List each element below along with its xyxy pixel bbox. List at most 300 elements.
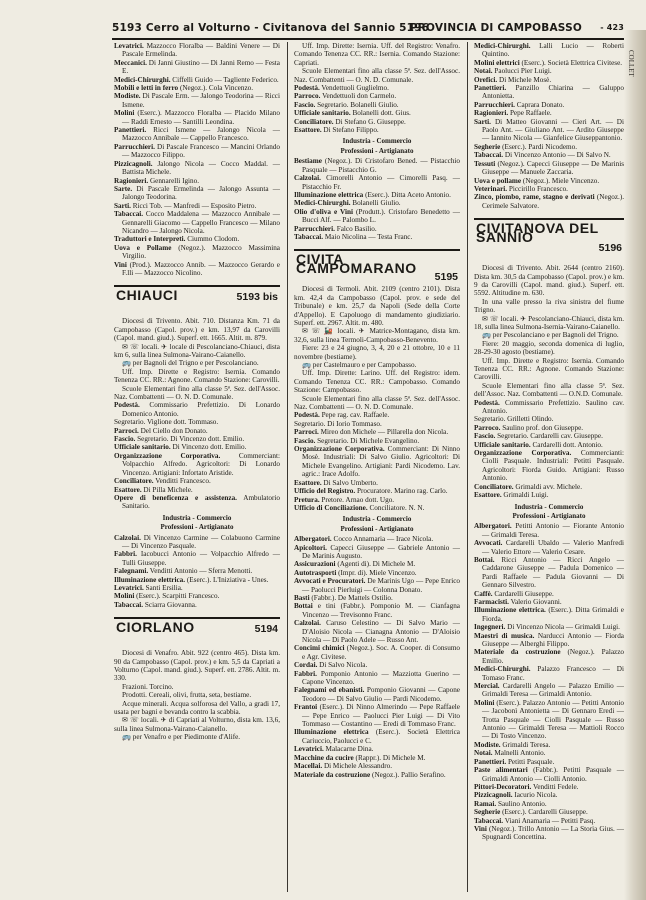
entry-text: Vendettuoli don Carmelo. [320,92,397,101]
town-number: 5194 [254,623,278,636]
directory-entry [474,59,624,67]
entry-text: Paolucci Pier Luigi. [492,67,552,76]
entry-category: Fabbri. [114,550,137,559]
entry-text: Lalli Lucio — Roberti Quintino. [482,42,624,59]
entry-category: Organizzazione Corporativa. [474,449,572,458]
directory-entry [294,191,460,199]
directory-entry [474,741,624,749]
directory-entry [114,202,280,210]
entry-text: Cardarelli Giuseppe. [492,589,554,598]
entry-text: Commerciant: Di Ninno Mosè. Industriali: Di Salvo Giulio. Agricoltori: Di Michele Evangelino. Artigiani: Pardi Nicodemo. Lav. agric.: Irace Adolfo. [302,445,460,479]
entry-text: (Eserc.). Società Elettrica Cariuccio, Paolucci e C. [302,728,460,745]
directory-entry [114,427,280,435]
entry-category: Molini [474,698,495,707]
directory-entry [294,157,460,174]
directory-entry [114,261,280,278]
entry-text: Di Salvo Umberto. [321,478,378,487]
intro-paragraph: Fiere: 20 maggio, seconda domenica di luglio, 28-29-30 agosto (bestiame). [474,339,624,357]
entry-category: Modiste. [114,92,141,101]
entry-text: Commercianti: Ciolli Pasquale. Industriali: Petitti Pasquale. Agricoltori: Fiorda Guido. Artigiani: Russo Antonio. [482,449,624,483]
entry-text: Di Pascale Francesco — Mancini Orlando — Mazzocco Filippo. [122,142,280,160]
entry-text: Cardarelli dott. Antonio. [530,440,603,449]
entry-category: Meccanici. [114,58,147,67]
entry-text: Di Stefano Filippo. [321,126,379,135]
directory-entry [294,569,460,577]
entry-category: Uova e pollame [474,176,522,185]
town-intro [294,285,460,411]
directory-entry [294,411,460,419]
entry-text: Cocco Annamaria — Irace Nicola. [331,535,434,544]
town-number: 5193 bis [236,291,278,304]
entry-category: Esattore. [114,485,142,494]
entry-category: Molini [114,109,135,118]
entry-category: Ingegneri. [474,623,506,632]
directory-entry [474,758,624,766]
intro-paragraph: 🚌 per Pescolanciano e per Bagnoli del Trigno. [482,331,619,340]
entry-category: Ragionieri. [114,176,149,185]
directory-entry [294,445,460,479]
entry-list [294,84,460,134]
entry-text: Falco Basilio. [334,224,377,233]
entry-text: Di Salvo Nicola. [317,661,368,670]
entry-text: Di Vincenzo Nicola — Grimaldi Luigi. [505,623,620,632]
entry-text: (Eserc.). L'Iniziativa - Unes. [185,575,269,584]
entry-text: (Negoz.). Di Cristofaro Bened. — Pistacchio Pasquale — Pistacchio G. [302,157,460,174]
entry-text: Iacobucci Antonio — Volpacchio Alfredo — Tulli Giuseppe. [122,550,280,567]
entry-category: Parroci. [114,426,139,435]
directory-entry [114,160,280,177]
directory-entry [474,399,624,416]
directory-entry [294,174,460,191]
entry-category: Pittori-Decoratori. [474,782,532,791]
directory-entry [294,504,460,512]
directory-entry [114,210,280,235]
entry-category: Segherie [474,808,501,817]
entry-text: Di Michele Alessandro. [322,762,393,771]
entry-text: Petitti Pasquale. [506,757,555,766]
entry-category: Frantoi [294,703,318,712]
entry-text: Procuratore. Marino rag. Carlo. [355,487,448,496]
directory-entry [114,567,280,575]
entry-text: Di Janni Giustino — Di Janni Remo — Festa E. [122,58,280,76]
directory-entry [294,109,460,117]
directory-entry [294,101,460,109]
entry-category: Tabaccai. [114,600,144,609]
entry-category: Albergatori. [474,522,512,531]
directory-entry [474,441,624,449]
entry-text: (Prod.). Mazzocco Annib. — Mazzocco Gerardo e F.lli — Mazzocco Nicolino. [122,260,280,277]
directory-entry [294,686,460,703]
entry-text: Gennarelli Igino. [148,176,200,185]
directory-entry [114,418,280,426]
entry-category: Tabaccai. [474,151,504,160]
entry-category: Ufficio di Conciliazione. [294,503,368,512]
directory-entry [114,244,280,261]
directory-entry [474,483,624,491]
entry-text: Narducci Antonio — Fiorda Giuseppe — Alberghi Filippo. [482,631,624,648]
entry-category: Autotrasporti [294,568,337,577]
directory-entry [474,160,624,177]
entry-category: Levatrici. [114,583,144,592]
entry-text: (Rappr.). Di Michele M. [353,753,426,762]
town-name: CIVITANOVA DEL SANNIO [476,220,599,245]
directory-entry [294,577,460,594]
entry-category: Paste alimentari [474,766,528,775]
entry-text: (Eserc.). Ditta Aceto Antonio. [363,190,451,199]
directory-entry [114,59,280,76]
entry-category: Ragionieri. [474,109,509,118]
town-intro [474,264,624,399]
directory-entry [294,619,460,644]
entry-text: (Eserc.). Palazzo Antonio — Petitti Antonio — Jacobonì Antonietta — Di Gennaro Eredi — Trotta Pasquale — Ciolli Pasquale — Russo Antonio — Grimaldi Teresa — Mattioli Rocco — Di Tosto Vincenzo. [482,698,624,741]
town-name: CIVITA CAMPOMARANO [296,251,417,276]
directory-entry [294,594,460,602]
entry-text: Ciummo Clodom. [185,235,240,244]
entry-category: Medici-Chirurghi. [114,75,171,84]
entry-category: Sarti. [474,117,491,126]
entry-text: Pepe Raffaele. [508,109,552,118]
entry-text: (Negoz.). Soc. A. Cooper. di Consumo e Agr. Civitese. [302,644,460,661]
directory-entry [294,771,460,779]
entry-text: (Eserc.). Cardarelli Giuseppe. [500,808,588,817]
entry-text: Vendettuoli Guglielmo. [319,84,389,93]
entry-category: Pizzicagnoli. [474,791,513,800]
entry-text: Petitti Antonio — Fiorante Antonio — Grimaldi Teresa. [482,522,624,539]
entry-category: Notai. [474,67,493,76]
entry-category: Parroco. [474,423,501,432]
intro-paragraph: Scuole Elementari fino alla classe 5ª. Sez. dell'Assoc. Naz. Combattenti — O.N.D. Comunale. [474,381,624,399]
directory-entry [114,177,280,185]
entry-text: (Eserc.). Scarpitti Francesco. [134,592,220,601]
entry-text: Malacarne Dina. [323,745,374,754]
entry-category: Medici-Chirurghi. [294,199,351,208]
entry-category: Sarte. [114,184,133,193]
column-divider [467,42,468,892]
directory-entry [294,496,460,504]
column-3 [474,42,624,892]
directory-entry [294,728,460,745]
town-heading [474,218,624,264]
entry-text: Malnelli Antonio. [492,749,546,758]
directory-entry [114,584,280,592]
directory-entry [294,118,460,126]
directory-entry [474,665,624,682]
directory-entry [114,401,280,418]
entry-text: (Negoz.). Mazzocco Massimina Virgilio. [122,243,280,261]
entry-category: Molini elettrici [474,58,520,67]
directory-entry [474,632,624,649]
column-1 [114,42,280,892]
entry-text: Di Stefano G. Giuseppe. [333,117,406,126]
entry-category: Panettieri. [114,126,147,135]
entry-category: Opere di beneficenza e assistenza. [114,493,237,502]
entry-text: Cardarelli Ubaldo — Valerio Manfredi — Valerio Ettore — Valerio Cesare. [482,539,624,556]
entry-category: Assicurazioni [294,560,336,569]
directory-entry [294,208,460,225]
entry-list [294,157,460,241]
directory-entry [294,225,460,233]
entry-category: Podestà. [294,411,320,420]
intro-paragraph: Diocesi di Termoli. Abit. 2109 (centro 2101). Dista km. 42,4 da Campobasso (Capol. prov. e sede del Tribunale) e km. 25,7 da Napoli (Sede della Corte d'Appello). E Capoluogo di mandamento giudiziario. Superf. ett. 2967. Altit. m. 480. [294,285,460,327]
directory-entry [474,76,624,84]
entry-category: Macchine da cucire [294,753,354,762]
entry-category: Organizzazione Corporativa. [294,445,385,454]
directory-entry [474,623,624,631]
entry-text: Di Vincenzo dott. Emilio. [170,443,247,452]
intro-paragraph: Fiere: 23 e 24 giugno, 3, 4, 20 e 21 ottobre, 10 e 11 novembre (bestiame). [294,344,460,361]
directory-entry [474,539,624,556]
entry-text: De Marinis Ugo — Pepe Enrico — Paolucci Pierluigi — Colonna Donato. [302,577,460,594]
entry-text: Venditti Fedele. [531,782,579,791]
entry-category: Albergatori. [294,535,332,544]
entry-text: Commerciant: Volpacchio Alfredo. Agricoltori: Di Lonardo Vincenzo. Artigiani: Infortato Aristide. [122,451,280,477]
directory-entry [474,449,624,483]
directory-entry [294,535,460,543]
directory-entry [114,494,280,511]
entry-text: (Negoz.). Trillo Antonio — La Storia Gius. — Spugnardi Concettina. [482,824,624,842]
entry-category: Ramai. [474,799,497,808]
directory-entry [474,682,624,699]
entry-category: Podestà. [294,84,320,93]
town-heading [114,285,280,317]
intro-paragraph: Scuole Elementari fino alla classe 5ª. Sez. dell'Assoc. Naz. Combattenti — O. N. D. Comunale. [294,67,460,84]
entry-list [294,411,460,512]
entry-text: Valerio Giovanni. [508,597,562,606]
entry-category: Avvocati. [474,539,503,548]
page-edge [624,30,646,900]
section-heading: Industria - Commercio [162,513,232,522]
entry-text: Pepe rag. cav. Raffaele. [319,411,390,420]
entry-category: Conciliatore. [474,482,514,491]
directory-entry [294,745,460,753]
entry-category: Mercial. [474,682,500,691]
entry-text: Grimaldi avv. Michele. [513,482,582,491]
entry-category: Avvocati e Procuratori. [294,577,366,586]
directory-entry [474,42,624,59]
entry-category: Uova e Pollame [114,243,172,252]
entry-text: (Negoz.). Capecci Giuseppe — De Marinis Giuseppe — Manuele Zaccaria. [482,159,624,177]
entry-text: (Eserc.). Pardi Nicodemo. [500,142,578,151]
header-rule [112,38,624,40]
intro-paragraph: Scuole Elementari fino alla classe 5ª. Sez. dell'Assoc. Naz. Combattenti — O. N. D. Comunale. [114,384,280,402]
directory-entry [114,92,280,109]
entry-text: (Produtt.). Cristofaro Benedetto — Bucci Alf. — Palombo L. [302,207,460,225]
entry-text: Segretario. Cardarelli cav. Giuseppe. [495,432,603,441]
entry-category: Fascio. [294,100,316,109]
directory-entry [294,199,460,207]
entry-category: Bottai [294,602,313,611]
town-heading [114,617,280,649]
entry-category: Parrucchieri. [294,224,335,233]
entry-category: Conciliatore. [294,117,334,126]
entry-category: Illuminazione elettrica. [114,575,186,584]
entry-category: Modiste. [474,740,501,749]
entry-text: (Eserc.). Società Elettrica Civitese. [519,58,623,67]
entry-text: Saulino Antonio. [496,799,547,808]
entry-category: Falegnami ed ebanisti. [294,686,365,695]
entry-text: Ambulatorio Sanitario. [122,493,280,511]
town-number: 5195 [434,271,458,284]
directory-entry [114,477,280,485]
entry-text: Ricci Antonio — Ricci Angelo — Caddarone Giuseppe — Padula Domenico — Pardi Raffaele — Padula Giovanni — Di Gennaro Silvestro. [482,555,624,590]
entry-text: Capecci Giuseppe — Gabriele Antonio — De Marinis Augusto. [302,543,460,560]
intro-paragraph: Acque minerali. Acqua solforosa del Vallo, a gradi 17, usata per bagni e bevanda contro la scabbia. [114,699,280,717]
entry-category: Bestiame [294,157,322,166]
section-subheading: Professioni - Artigianato [160,523,234,532]
directory-entry [474,817,624,825]
directory-entry [294,92,460,100]
entry-list [114,42,280,277]
entry-list [474,42,624,210]
entry-list [114,534,280,610]
entry-category: Tessuti [474,159,496,168]
intro-paragraph: Prodotti. Cereali, olivi, frutta, seta, bestiame. [122,691,252,700]
entry-text: Cocco Maddalena — Mazzocco Annibale — Gennarelli Giacomo — Cappello Francesco — Milano Nicandro — Jalongo Nicola. [122,210,280,235]
entry-category: Materiale da costruzione [474,648,561,657]
entry-category: Pizzicagnoli. [114,159,153,168]
entry-text: (Eserc.). Di Ninno Almerindo — Pepe Raffaele — Pepe Enrico — Paolucci Pier Luigi — Di Vito Tommaso — Costantino — Eredi di Tommaso Franc. [302,703,460,729]
directory-entry [474,84,624,101]
entry-category: Vini [474,824,487,833]
entry-category: Medici-Chirurghi. [474,665,531,674]
entry-text: Palazzo Francesco — Di Tomaso Franc. [482,665,624,682]
entry-text: Segretario. Di Vincenzo dott. Emilio. [135,435,245,444]
directory-entry [474,185,624,193]
directory-entry [114,435,280,443]
directory-entry [294,84,460,92]
directory-entry [474,177,624,185]
entry-text: Segretario. Bolanelli Giulio. [315,100,399,109]
intro-paragraph: Diocesi di Trivento. Abit. 710. Distanza Km. 71 da Campobasso (Capol. prov.) e km. 13,97 da Carovilli (Capol. mand. giud.). Superf. ett. 1665. Altit. m. 879. [114,317,280,343]
entry-category: Panettieri. [474,84,507,93]
entry-category: Esattore. [474,491,502,500]
entry-text: Di Vincenzo Antonio — Di Salvo N. [503,151,611,160]
intro-paragraph: ✉ ☏ locali. ✈ locale di Pescolanciano-Chiauci, dista km 6, sulla linea Sulmona-Vairano-Caianello. [114,342,280,359]
entry-category: Concimi chimici [294,644,345,653]
directory-entry [294,703,460,728]
column-divider [287,42,288,892]
entry-text: Panzillo Chiarina — Galuppo Antonietta. [482,84,624,101]
entry-text: (Eserc.). Mazzocco Floralba — Placido Milano — Raddi Ernesto — Santilli Leondina. [122,109,280,126]
entry-category: Fabbri. [294,669,317,678]
entry-text: Di Michele Mosè. [497,75,552,84]
directory-entry [114,443,280,451]
entry-category: Fascio. [474,432,496,441]
directory-entry [114,126,280,143]
entry-category: Esattore. [294,126,322,135]
directory-entry [474,800,624,808]
entry-category: Pretura. [294,495,320,504]
entry-category: Falegnami. [114,567,149,576]
entry-category: Segherie [474,142,501,151]
entry-category: Tabaccai. [294,232,324,241]
entry-category: Podestà. [474,398,500,407]
entry-text: (Fabbr.). De Mattels Ostilio. [309,593,393,602]
directory-entry [474,825,624,842]
entry-category: Farmacisti. [474,597,509,606]
entry-text: Di Pilla Michele. [141,485,193,494]
entry-text: Ricci Tob. — Manfredi — Esposito Pietro. [130,201,257,210]
entry-category: Mobili e letti in ferro [114,84,179,93]
entry-text: Segretario. Di Iorio Tommaso. [294,419,382,428]
entry-category: Conciliatore. [114,477,154,486]
entry-text: (Negoz.). Miele Vincenzo. [521,176,600,185]
entry-text: Segretario. Viglione dott. Tommaso. [114,418,219,427]
entry-text: Iacurio Nicola. [512,791,558,800]
directory-entry [114,109,280,126]
entry-text: Ciffelli Guido — Tagliente Federico. [170,75,279,84]
column-2 [294,42,460,892]
directory-entry [114,534,280,551]
directory-entry [294,560,460,568]
entry-text: (Eserc.). Ditta Grimaldi e Fiorda. [482,606,624,623]
directory-entry [474,648,624,665]
intro-paragraph: ✉ ☏ locali. ✈ Pescolanciano-Chiauci, dista km. 18, sulla linea Sulmona-Isernia-Vairano-Caianello. [474,314,624,331]
entry-text: Mazzocco Floralba — Baldini Venere — Di Pascale Ermelinda. [122,42,280,59]
entry-category: Illuminazione elettrica [294,190,364,199]
entry-category: Calzolai. [114,533,141,542]
entry-text: (Negoz.). Palazzo Emilio. [482,648,624,665]
section-heading: Industria - Commercio [342,137,412,146]
entry-category: Parrucchieri. [114,142,155,151]
entry-text: Segretario. Di Michele Evangelino. [315,436,420,445]
entry-category: Illuminazione elettrica. [474,606,546,615]
entry-text: Cardarelli Angelo — Palazzo Emilio — Grimaldi Teresa — Grimaldi Antonio. [482,682,624,699]
directory-entry [114,84,280,92]
directory-entry [474,491,624,499]
entry-text: Caprara Donato. [514,100,565,109]
directory-entry [294,126,460,134]
intro-paragraph: In una valle presso la riva sinistra del fiume Trigno. [474,297,624,315]
entry-category: Parrucchieri. [474,100,515,109]
town-intro [114,317,280,401]
section-subheading: Professioni - Artigianato [340,524,414,533]
entry-category: Calzolai. [294,619,321,628]
entry-category: Ufficiale sanitario. [474,440,531,449]
entry-category: Apicoltori. [294,543,327,552]
directory-entry [474,766,624,783]
intro-paragraph: Diocesi di Venafro. Abit. 922 (centro 465). Dista km. 90 da Campobasso (Capol. prov.) e km. 5,5 da Capriati a Volturno (Capol. mand. giud.). Superf. ett. 2786. Altit. m. 330. [114,649,280,683]
directory-entry [474,749,624,757]
entry-category: Molini [114,592,135,601]
entry-text: Venditti Antonio — Sferra Menotti. [148,567,253,576]
intro-paragraph: Uff. Imp. Dirette e Registro: Isernia. Comando Tenenza CC. RR.: Agnone. Comando Stazione: Carovilli. [474,356,624,382]
intro-paragraph: 🚌 per Castelmauro e per Campobasso. [302,361,417,369]
directory-entry [474,101,624,109]
intro-paragraph: Uff. Imp. Dirette e Registro: Isernia. Comando Tenenza CC. RR.: Agnone. Comando Stazione: Carovilli. [114,367,280,385]
entry-category: Parroco. [294,92,321,101]
entry-category: Tabaccai. [474,816,504,825]
entry-category: Illuminazione elettrica [294,728,369,737]
entry-text: Bolanelli Giulio. [350,199,401,208]
town-intro [114,649,280,741]
directory-entry [474,598,624,606]
entry-text: Viani Anamaria — Petitti Pasq. [503,816,596,825]
entry-category: Esattore. [294,478,322,487]
directory-entry [114,235,280,243]
left-margin [0,0,110,900]
directory-entry [474,424,624,432]
entry-category: Zinco, piombo, rame, stagno e derivati [474,193,595,202]
running-header [112,20,630,38]
directory-entry [294,420,460,428]
intro-paragraph: Uff. Imp. Dirette: Larino. Uff. del Registro: idem. Comando Tenenza CC. RR.: Campobasso. Comando Stazione: Campobasso. [294,369,460,395]
entry-text: Di Pascale Erm. — Jalongo Teodorina — Ricci Ismene. [122,92,280,109]
entry-category: Levatrici. [294,745,324,754]
page-number: - 423 [600,23,624,32]
entry-category: Basti [294,593,310,602]
directory-entry [294,644,460,661]
